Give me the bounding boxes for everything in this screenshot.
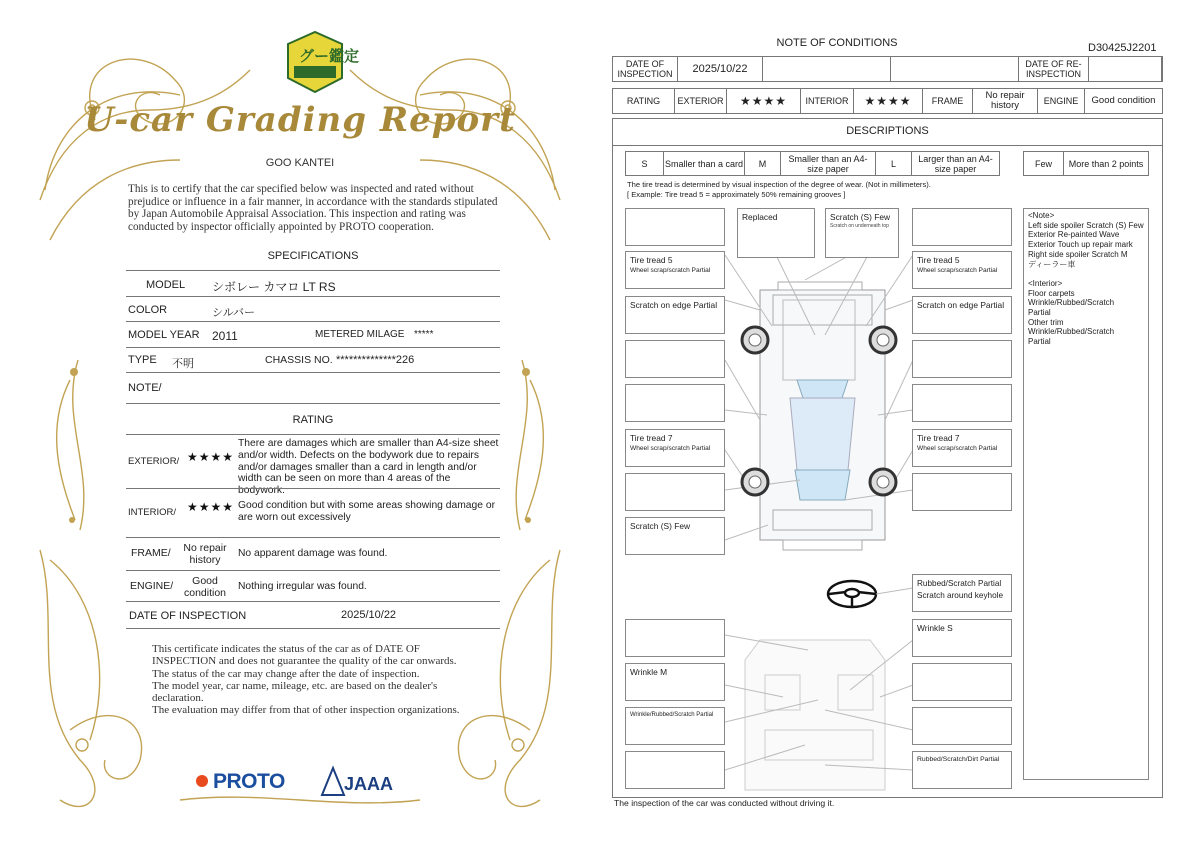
label-scratch-top [825,208,899,258]
legend-s-code: S [626,152,664,175]
steering-line-2: Scratch around keyhole [917,591,1004,600]
empty-label-box [912,208,1012,246]
certificate-intro: This is to certify that the car specified below was inspected and rated without prejudice or influence in a fair manner, in accordance with the standards stipulated by Japan Automobile Appraisal Association. This inspection and rating was conducted by inspector officially appointed by PROTO cooperation. [128,183,498,233]
tire-front-left-desc: Wheel scrap/scratch Partial [630,267,711,274]
empty-label-box [912,340,1012,378]
empty-label-box [912,473,1012,511]
date-value-cell: 2025/10/22 [678,57,763,81]
exterior-description: There are damages which are smaller than A4-size sheet and/or width. Defects on the bodywork due to repairs and/or damages smaller than a card in length and/or width can be seen on more than 4 areas of the bodywork. [238,438,499,497]
model-label: MODEL [146,279,186,291]
document-id: D30425J2201 [1088,42,1157,54]
frame-value: No repair history [183,542,227,566]
empty-label-box [625,208,725,246]
steering-wheel-icon [828,581,913,607]
model-value: シボレー カマロ LT RS [212,280,336,294]
certificate-subtitle: GOO KANTEI [265,157,335,169]
engine-label-cell: ENGINE [1038,89,1085,113]
frame-description: No apparent damage was found. [238,548,388,559]
empty-label-box [912,384,1012,422]
note-line: ディーラー車 [1028,259,1076,269]
legend-m-desc: Smaller than an A4-size paper [781,152,876,175]
tire-front-right-title: Tire tread 5 [917,255,960,265]
certificate-title: U-car Grading Report [84,100,516,140]
model-year-label: MODEL YEAR [128,329,200,341]
descriptions-heading: DESCRIPTIONS [846,125,929,137]
specifications-heading: SPECIFICATIONS [267,250,359,262]
color-label: COLOR [128,304,168,316]
label-scratch-rear: Scratch (S) Few [625,517,725,555]
metered-mileage-label: METERED MILAGE [315,329,405,340]
model-year-value: 2011 [212,329,238,343]
legend-l-desc: Larger than an A4-size paper [918,153,993,174]
type-label: TYPE [128,354,157,366]
footer-line: This certificate indicates the status of the car as of DATE OF INSPECTION and does not guarantee the quality of the car onwards. [152,643,457,668]
inspection-date-value: 2025/10/22 [341,609,397,621]
label-steering [912,574,1012,612]
empty-label-box [625,619,725,657]
inspection-disclaimer: The inspection of the car was conducted without driving it. [614,798,835,808]
frame-label-cell: FRAME [923,89,973,113]
chassis-value: **************226 [336,354,415,366]
tire-front-right-desc: Wheel scrap/scratch Partial [917,267,998,274]
wrinkle-rubbed-text: Wrinkle/Rubbed/Scratch Partial [630,712,714,718]
footer-line: The model year, car name, mileage, etc. are based on the dealer's declaration. [152,679,438,705]
empty-label-box [625,384,725,422]
tire-rear-right-title: Tire tread 7 [917,433,960,443]
notes-panel [1023,208,1149,780]
rating-heading: RATING [292,414,334,426]
label-edge-right: Scratch on edge Partial [912,296,1012,334]
scratch-top-title: Scratch (S) Few [830,212,891,222]
date-label-cell: DATE OF INSPECTION [613,57,678,81]
rubbed-dirt-text: Rubbed/Scratch/Dirt Partial [917,756,1000,763]
engine-description: Nothing irregular was found. [238,581,367,592]
tire-rear-right-desc: Wheel scrap/scratch Partial [917,445,998,452]
legend-m-code: M [745,152,781,175]
scratch-top-desc: Scratch on underneath top [830,223,889,229]
empty-label-box [912,707,1012,745]
note-line: Partial [1028,337,1051,347]
note-line: Wrinkle/Rubbed/Scratch [1028,298,1115,308]
tire-rear-left-desc: Wheel scrap/scratch Partial [630,445,711,452]
rating-label-cell: RATING [613,89,675,113]
label-tire-rear-left [625,429,725,467]
note-line: Right side spoiler Scratch M [1028,249,1128,259]
tire-rear-left-title: Tire tread 7 [630,433,673,443]
legend-l-code: L [876,152,912,175]
label-rubbed-dirt [912,751,1012,789]
exterior-stars: ★★★★ [187,450,235,464]
empty-label-box [625,340,725,378]
frame-value-cell: No repair history [973,89,1038,113]
note-label: NOTE/ [128,382,162,394]
proto-logo: PROTO [213,770,285,793]
empty-label-box [912,663,1012,701]
tire-front-left-title: Tire tread 5 [630,255,673,265]
interior-stars: ★★★★ [187,500,235,514]
label-wrinkle-s: Wrinkle S [912,619,1012,657]
label-wrinkle-rubbed [625,707,725,745]
jaaa-logo: JAAA [344,774,394,794]
note-line: Exterior Re-painted Wave [1028,230,1120,240]
note-line: Floor carpets [1028,288,1075,298]
note-line: Partial [1028,308,1051,318]
interior-description: Good condition but with some areas showing damage or are worn out excessively [238,500,495,523]
metered-mileage-value: ***** [414,329,434,340]
goo-badge-text: グー鑑定 [299,48,360,65]
empty-label-box [625,473,725,511]
note-line: Other trim [1028,317,1064,327]
note-line: Wrinkle/Rubbed/Scratch [1028,327,1115,337]
exterior-label-cell: EXTERIOR [675,89,727,113]
legend-s-desc: Smaller than a card [664,152,745,175]
legend-few-desc: More than 2 points [1068,158,1144,169]
tire-note-line: The tire tread is determined by visual inspection of the degree of wear. (Not in millimeters). [627,180,931,189]
exterior-label: EXTERIOR/ [128,456,180,467]
steering-line-1: Rubbed/Scratch Partial [917,579,1002,588]
label-tire-rear-right [912,429,1012,467]
label-edge-left: Scratch on edge Partial [625,296,725,334]
label-replaced: Replaced [737,208,815,258]
label-tire-front-left [625,251,725,289]
empty-label-box [625,751,725,789]
interior-label: INTERIOR/ [128,507,177,518]
label-wrinkle-m: Wrinkle M [625,663,725,701]
label-tire-front-right [912,251,1012,289]
interior-stars-cell: ★★★★ [854,89,923,113]
note-of-conditions-title: NOTE OF CONDITIONS [776,37,898,49]
footer-line: The status of the car may change after the date of inspection. [152,667,420,680]
reinspection-label-cell: DATE OF RE-INSPECTION [1019,57,1089,81]
tire-note-line: [ Example: Tire tread 5 = approximately 50% remaining grooves ] [627,189,846,199]
engine-value-cell: Good condition [1091,95,1156,106]
note-line: Left side spoiler Scratch (S) Few [1028,220,1144,230]
inspection-date-label: DATE OF INSPECTION [129,610,247,622]
frame-label: FRAME/ [131,547,171,559]
note-line: <Note> [1028,211,1055,220]
type-value: 不明 [172,358,194,370]
footer-line: The evaluation may differ from that of other inspection organizations. [152,704,460,717]
color-value: シルバー [212,307,255,319]
note-line: Exterior Touch up repair mark [1028,240,1133,250]
interior-label-cell: INTERIOR [801,89,854,113]
engine-value: Good condition [183,575,227,599]
exterior-stars-cell: ★★★★ [727,89,801,113]
engine-label: ENGINE/ [130,580,174,592]
note-line: <Interior> [1028,278,1063,288]
legend-few-code: Few [1024,152,1064,175]
chassis-label: CHASSIS NO. [265,354,333,366]
note-line [1028,269,1144,279]
